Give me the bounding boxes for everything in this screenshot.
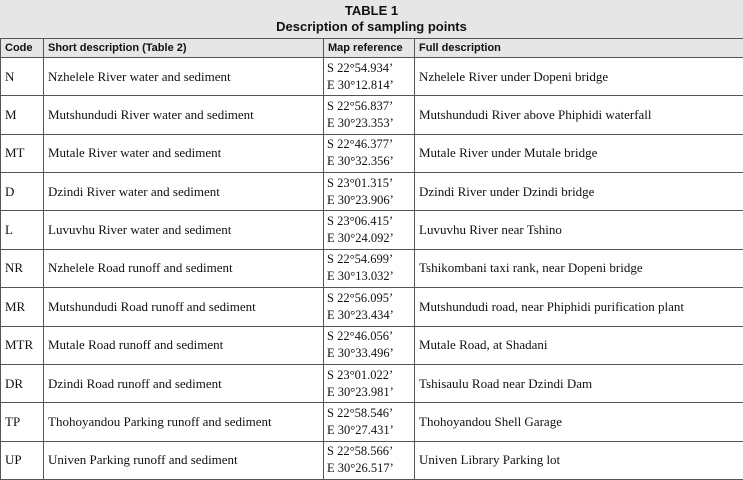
longitude: E 30°33.496’ — [327, 346, 394, 361]
longitude: E 30°32.356’ — [327, 154, 394, 169]
cell-full-description: Mutale River under Mutale bridge — [415, 134, 743, 172]
cell-map-reference — [324, 364, 415, 402]
table-title: TABLE 1 — [344, 3, 399, 18]
table-row — [1, 134, 743, 172]
cell-short-description: Univen Parking runoff and sediment — [44, 441, 324, 479]
cell-full-description: Tshisaulu Road near Dzindi Dam — [415, 364, 743, 402]
cell-code: D — [1, 173, 44, 211]
cell-code: NR — [1, 249, 44, 287]
cell-full-description: Univen Library Parking lot — [415, 441, 743, 479]
latitude: S 22°46.056’ — [327, 329, 394, 344]
cell-map-reference — [324, 173, 415, 211]
header-row — [1, 39, 743, 58]
cell-code: MR — [1, 288, 44, 326]
cell-code: UP — [1, 441, 44, 479]
cell-map-reference — [324, 134, 415, 172]
table-row — [1, 403, 743, 441]
latitude: S 22°54.699’ — [327, 252, 394, 267]
table-row — [1, 173, 743, 211]
latitude: S 23°01.315’ — [327, 175, 394, 190]
cell-full-description: Tshikombani taxi rank, near Dopeni bridge — [415, 249, 743, 287]
cell-full-description: Mutale Road, at Shadani — [415, 326, 743, 364]
table-subtitle: Description of sampling points — [276, 19, 467, 34]
cell-map-reference — [324, 288, 415, 326]
longitude: E 30°12.814’ — [327, 77, 394, 92]
cell-code: L — [1, 211, 44, 249]
latitude: S 22°58.566’ — [327, 444, 394, 459]
header-map-reference: Map reference — [324, 39, 415, 58]
table-row — [1, 441, 743, 479]
cell-map-reference — [324, 211, 415, 249]
cell-code: MT — [1, 134, 44, 172]
latitude: S 22°54.934’ — [327, 60, 394, 75]
table-row — [1, 96, 743, 134]
cell-short-description: Mutale Road runoff and sediment — [44, 326, 324, 364]
cell-code: MTR — [1, 326, 44, 364]
cell-full-description: Thohoyandou Shell Garage — [415, 403, 743, 441]
longitude: E 30°23.353’ — [327, 116, 394, 131]
cell-short-description: Dzindi River water and sediment — [44, 173, 324, 211]
latitude: S 22°56.095’ — [327, 290, 394, 305]
cell-map-reference — [324, 403, 415, 441]
table-row — [1, 364, 743, 402]
cell-code: M — [1, 96, 44, 134]
cell-full-description: Mutshundudi road, near Phiphidi purification plant — [415, 288, 743, 326]
cell-short-description: Dzindi Road runoff and sediment — [44, 364, 324, 402]
cell-full-description: Dzindi River under Dzindi bridge — [415, 173, 743, 211]
header-short-description: Short description (Table 2) — [44, 39, 324, 58]
latitude: S 23°06.415’ — [327, 214, 394, 229]
latitude: S 22°46.377’ — [327, 137, 394, 152]
cell-code: DR — [1, 364, 44, 402]
sampling-points-table — [0, 38, 743, 480]
table-row — [1, 288, 743, 326]
cell-map-reference — [324, 441, 415, 479]
cell-map-reference — [324, 249, 415, 287]
latitude: S 23°01.022’ — [327, 367, 394, 382]
table-caption — [0, 0, 743, 38]
longitude: E 30°26.517’ — [327, 461, 394, 476]
cell-map-reference — [324, 326, 415, 364]
cell-code: TP — [1, 403, 44, 441]
cell-short-description: Nzhelele Road runoff and sediment — [44, 249, 324, 287]
longitude: E 30°23.981’ — [327, 384, 394, 399]
longitude: E 30°23.906’ — [327, 192, 394, 207]
cell-short-description: Mutshundudi Road runoff and sediment — [44, 288, 324, 326]
cell-code: N — [1, 58, 44, 96]
cell-short-description: Nzhelele River water and sediment — [44, 58, 324, 96]
cell-short-description: Thohoyandou Parking runoff and sediment — [44, 403, 324, 441]
header-code: Code — [1, 39, 44, 58]
header-full-description: Full description — [415, 39, 743, 58]
table-row — [1, 58, 743, 96]
cell-map-reference — [324, 96, 415, 134]
longitude: E 30°24.092’ — [327, 231, 394, 246]
cell-map-reference — [324, 58, 415, 96]
table-row — [1, 249, 743, 287]
longitude: E 30°23.434’ — [327, 307, 394, 322]
cell-short-description: Mutale River water and sediment — [44, 134, 324, 172]
table-row — [1, 326, 743, 364]
table-row — [1, 211, 743, 249]
longitude: E 30°13.032’ — [327, 269, 394, 284]
latitude: S 22°56.837’ — [327, 99, 394, 114]
cell-short-description: Luvuvhu River water and sediment — [44, 211, 324, 249]
cell-full-description: Mutshundudi River above Phiphidi waterfall — [415, 96, 743, 134]
longitude: E 30°27.431’ — [327, 422, 394, 437]
latitude: S 22°58.546’ — [327, 405, 394, 420]
cell-full-description: Nzhelele River under Dopeni bridge — [415, 58, 743, 96]
cell-full-description: Luvuvhu River near Tshino — [415, 211, 743, 249]
cell-short-description: Mutshundudi River water and sediment — [44, 96, 324, 134]
